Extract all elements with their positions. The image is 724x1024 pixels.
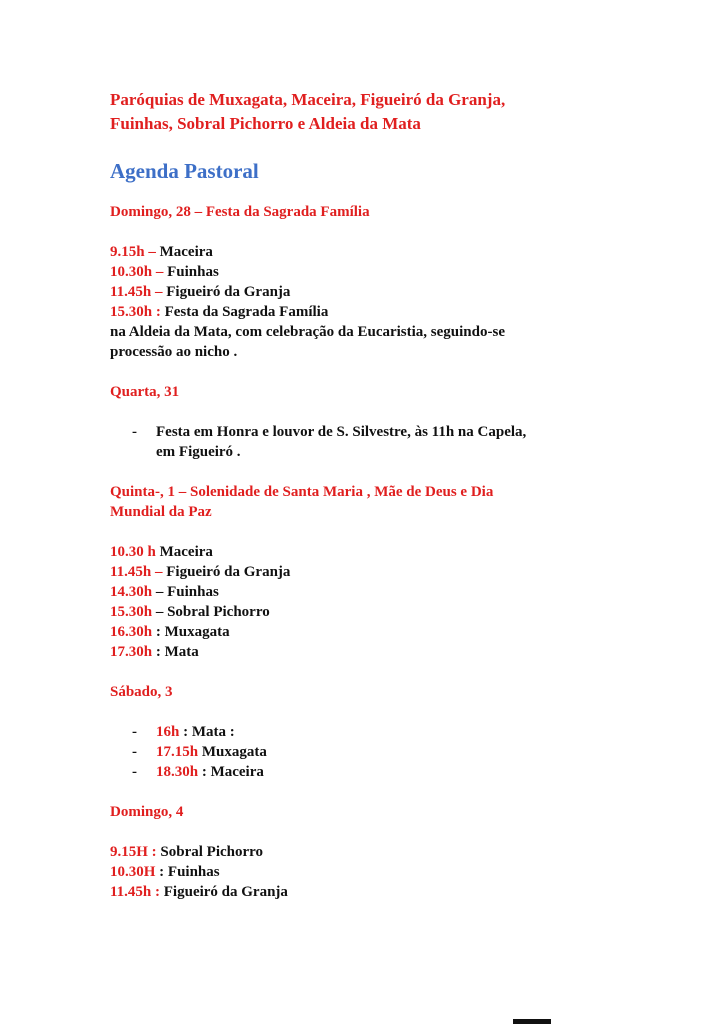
domingo-28-heading: Domingo, 28 – Festa da Sagrada Família [110, 204, 370, 220]
domingo-4-heading: Domingo, 4 [110, 804, 184, 820]
schedule-place: : Mata : [179, 724, 235, 740]
schedule-place: Sobral Pichorro [156, 844, 264, 860]
schedule-place: : Mata [152, 644, 199, 660]
schedule-time: 10.30H [110, 864, 156, 880]
schedule-place: – Fuinhas [152, 584, 219, 600]
list-dash: - [132, 424, 137, 440]
list-dash: - [132, 764, 137, 780]
schedule-time: 11.45h – [110, 564, 163, 580]
schedule-time: 17.15h [156, 744, 199, 760]
schedule-line [110, 602, 610, 622]
sabado-3-list [110, 722, 610, 782]
schedule-time: 11.45h – [110, 284, 163, 300]
schedule-line [110, 862, 610, 882]
domingo-4-schedule [110, 842, 610, 902]
schedule-continuation: na Aldeia da Mata, com celebração da Eucaristia, seguindo-se [110, 324, 505, 340]
page-edge-mark [513, 1019, 551, 1024]
document-content [110, 88, 610, 902]
schedule-place: Maceira [155, 244, 213, 260]
quinta-1-heading-line-1: Quinta-, 1 – Solenidade de Santa Maria , Mãe de Deus e Dia [110, 484, 494, 500]
schedule-place: Figueiró da Granja [162, 284, 291, 300]
list-dash: - [132, 744, 137, 760]
schedule-time: 16.30h [110, 624, 153, 640]
schedule-time: 15.30h [110, 604, 153, 620]
schedule-time: 11.45h : [110, 884, 161, 900]
schedule-time: 15.30h : [110, 304, 161, 320]
sabado-3-heading: Sábado, 3 [110, 684, 173, 700]
schedule-line [110, 542, 610, 562]
list-item [110, 422, 610, 442]
list-item-text: em Figueiró . [156, 444, 241, 460]
schedule-line [110, 642, 610, 662]
schedule-line [110, 242, 610, 262]
schedule-place: Festa da Sagrada Família [160, 304, 329, 320]
schedule-place: : Fuinhas [155, 864, 220, 880]
agenda-heading: Agenda Pastoral [110, 159, 259, 183]
quinta-1-schedule [110, 542, 610, 662]
list-dash: - [132, 724, 137, 740]
quinta-1-heading-line-2: Mundial da Paz [110, 504, 212, 520]
list-item [110, 742, 610, 762]
domingo-28-schedule [110, 242, 610, 362]
schedule-line [110, 882, 610, 902]
schedule-place: Muxagata [198, 744, 267, 760]
schedule-place: Fuinhas [163, 264, 219, 280]
quarta-31-heading: Quarta, 31 [110, 384, 180, 400]
schedule-place: Figueiró da Granja [162, 564, 291, 580]
parishes-title-line-2: Fuinhas, Sobral Pichorro e Aldeia da Mata [110, 114, 421, 133]
schedule-time: 16h [156, 724, 180, 740]
list-item [110, 762, 610, 782]
schedule-line [110, 842, 610, 862]
schedule-line [110, 562, 610, 582]
schedule-line [110, 302, 610, 322]
list-item-continuation [110, 442, 610, 462]
schedule-place: : Maceira [198, 764, 264, 780]
schedule-time: 10.30h – [110, 264, 164, 280]
schedule-line [110, 282, 610, 302]
schedule-place: – Sobral Pichorro [152, 604, 270, 620]
schedule-continuation: processão ao nicho . [110, 344, 238, 360]
list-item [110, 722, 610, 742]
schedule-time: 9.15h – [110, 244, 156, 260]
list-item-text: Festa em Honra e louvor de S. Silvestre, às 11h na Capela, [156, 424, 527, 440]
schedule-line [110, 262, 610, 282]
schedule-time: 10.30 h [110, 544, 156, 560]
schedule-time: 9.15H : [110, 844, 157, 860]
schedule-time: 17.30h [110, 644, 153, 660]
schedule-place: Maceira [155, 544, 213, 560]
schedule-time: 14.30h [110, 584, 153, 600]
schedule-line [110, 582, 610, 602]
quarta-31-list [110, 422, 610, 462]
schedule-place: : Muxagata [152, 624, 230, 640]
schedule-line [110, 622, 610, 642]
schedule-time: 18.30h [156, 764, 199, 780]
parishes-title-line-1: Paróquias de Muxagata, Maceira, Figueiró da Granja, [110, 90, 506, 109]
schedule-place: Figueiró da Granja [160, 884, 288, 900]
